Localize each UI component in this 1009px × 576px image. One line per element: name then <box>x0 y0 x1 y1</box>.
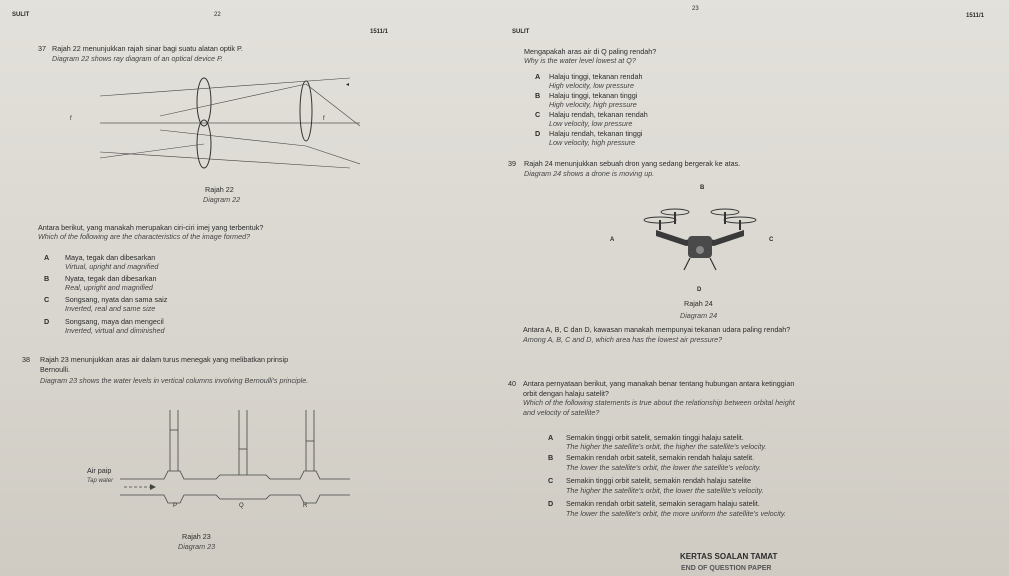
question-38-en: Diagram 23 shows the water levels in vertical columns involving Bernoulli's principle. <box>40 376 309 385</box>
option-37d-en: Inverted, virtual and diminished <box>65 326 165 335</box>
drone-label-c: C <box>769 237 774 243</box>
question-39-ms: Rajah 24 menunjukkan sebuah dron yang sedang bergerak ke atas. <box>524 159 741 168</box>
option-38c-letter[interactable]: C <box>535 110 541 119</box>
option-37b-en: Real, upright and magnified <box>65 283 153 292</box>
option-40b-ms[interactable]: Semakin rendah orbit satelit, semakin rendah halaju satelit. <box>566 453 755 462</box>
question-38-number: 38 <box>22 355 30 364</box>
option-37b-ms[interactable]: Nyata, tegak dan dibesarkan <box>65 274 157 283</box>
question-39-en: Diagram 24 shows a drone is moving up. <box>524 169 655 178</box>
bernoulli-tube-diagram <box>120 405 350 505</box>
page-number-left: 22 <box>214 12 221 18</box>
option-40d-ms[interactable]: Semakin rendah orbit satelit, semakin seragam halaju satelit. <box>566 499 760 508</box>
drone-icon <box>640 200 760 280</box>
option-38a-ms[interactable]: Halaju tinggi, tekanan rendah <box>549 72 643 81</box>
tap-water-label-en: Tap water <box>87 478 114 484</box>
diagram-23-ms: Rajah 23 <box>182 532 211 541</box>
diagram-24-ms: Rajah 24 <box>684 299 713 308</box>
drone-label-a: A <box>610 237 615 243</box>
arrow-mark: ◂ <box>346 82 350 88</box>
option-37c-en: Inverted, real and same size <box>65 304 156 313</box>
question-39-stem-ms: Antara A, B, C dan D, kawasan manakah mempunyai tekanan udara paling rendah? <box>523 325 791 334</box>
tap-water-label-ms: Air paip <box>87 466 112 475</box>
option-38c-en: Low velocity, low pressure <box>549 119 633 128</box>
question-39-number: 39 <box>508 159 516 168</box>
option-38d-ms[interactable]: Halaju rendah, tekanan tinggi <box>549 129 643 138</box>
option-37d-ms[interactable]: Songsang, maya dan mengecil <box>65 317 164 326</box>
diagram-24-en: Diagram 24 <box>680 311 718 320</box>
page-number-right: 23 <box>692 6 699 12</box>
drone-label-b: B <box>700 185 705 191</box>
option-40a-ms[interactable]: Semakin tinggi orbit satelit, semakin tinggi halaju satelit. <box>566 433 744 442</box>
option-38a-en: High velocity, low pressure <box>549 81 634 90</box>
option-40c-ms[interactable]: Semakin tinggi orbit satelit, semakin rendah halaju satelite <box>566 476 751 485</box>
diagram-22-ms: Rajah 22 <box>205 185 234 194</box>
option-38b-letter[interactable]: B <box>535 91 541 100</box>
option-40c-letter[interactable]: C <box>548 476 554 485</box>
sulit-label-right: SULIT <box>512 29 530 35</box>
option-37a-ms[interactable]: Maya, tegak dan dibesarkan <box>65 253 156 262</box>
question-40-ms-2: orbit dengan halaju satelit? <box>523 389 609 398</box>
option-37d-letter[interactable]: D <box>44 317 50 326</box>
question-37-number: 37 <box>38 44 46 53</box>
diagram-23-en: Diagram 23 <box>178 542 216 551</box>
focal-point-mark: f <box>70 116 72 122</box>
ray-diagram-22 <box>100 66 360 186</box>
question-37-stem-ms: Antara berikut, yang manakah merupakan ciri-ciri imej yang terbentuk? <box>38 223 264 232</box>
option-37a-en: Virtual, upright and magnified <box>65 262 159 271</box>
paper-code-right: 1511/1 <box>966 13 985 19</box>
question-40-ms: Antara pernyataan berikut, yang manakah benar tentang hubungan antara ketinggian <box>523 379 795 388</box>
point-q-label: Q <box>239 503 244 509</box>
option-40d-letter[interactable]: D <box>548 499 554 508</box>
question-37-ms: Rajah 22 menunjukkan rajah sinar bagi suatu alatan optik P. <box>52 44 243 53</box>
option-38b-ms[interactable]: Halaju tinggi, tekanan tinggi <box>549 91 638 100</box>
option-37b-letter[interactable]: B <box>44 274 50 283</box>
question-37-en: Diagram 22 shows ray diagram of an optical device P. <box>52 54 223 63</box>
drone-label-d: D <box>697 287 702 293</box>
option-37c-ms[interactable]: Songsang, nyata dan sama saiz <box>65 295 168 304</box>
point-p-label: P <box>173 503 178 509</box>
option-38d-en: Low velocity, high pressure <box>549 138 636 147</box>
option-40a-letter[interactable]: A <box>548 433 554 442</box>
option-40a-en: The higher the satellite's orbit, the higher the satellite's velocity. <box>566 442 767 451</box>
option-40c-en: The higher the satellite's orbit, the lower the satellite's velocity. <box>566 486 764 495</box>
question-40-en-2: and velocity of satellite? <box>523 408 600 417</box>
question-38-ms: Rajah 23 menunjukkan aras air dalam turus menegak yang melibatkan prinsip <box>40 355 289 364</box>
question-39-stem-en: Among A, B, C and D, which area has the lowest air pressure? <box>523 335 723 344</box>
question-40-number: 40 <box>508 379 516 388</box>
question-40-en: Which of the following statements is true about the relationship between orbital height <box>523 398 795 407</box>
focal-point-mark-right: f <box>323 116 325 122</box>
option-38a-letter[interactable]: A <box>535 72 541 81</box>
question-38-stem-ms: Mengapakah aras air di Q paling rendah? <box>524 47 657 56</box>
point-r-label: R <box>303 503 308 509</box>
sulit-label-left: SULIT <box>12 12 30 18</box>
option-37a-letter[interactable]: A <box>44 253 50 262</box>
option-38b-en: High velocity, high pressure <box>549 100 637 109</box>
end-of-paper-en: END OF QUESTION PAPER <box>681 565 772 572</box>
option-40b-en: The lower the satellite's orbit, the lower the satellite's velocity. <box>566 463 761 472</box>
diagram-22-en: Diagram 22 <box>203 195 241 204</box>
option-40d-en: The lower the satellite's orbit, the more uniform the satellite's velocity. <box>566 509 786 518</box>
option-40b-letter[interactable]: B <box>548 453 554 462</box>
option-37c-letter[interactable]: C <box>44 295 50 304</box>
question-38-ms-2: Bernoulli. <box>40 365 70 374</box>
option-38c-ms[interactable]: Halaju rendah, tekanan rendah <box>549 110 648 119</box>
question-38-stem-en: Why is the water level lowest at Q? <box>524 56 636 65</box>
option-38d-letter[interactable]: D <box>535 129 541 138</box>
end-of-paper-ms: KERTAS SOALAN TAMAT <box>680 552 778 561</box>
paper-code-left: 1511/1 <box>370 29 389 35</box>
question-37-stem-en: Which of the following are the characteristics of the image formed? <box>38 232 251 241</box>
